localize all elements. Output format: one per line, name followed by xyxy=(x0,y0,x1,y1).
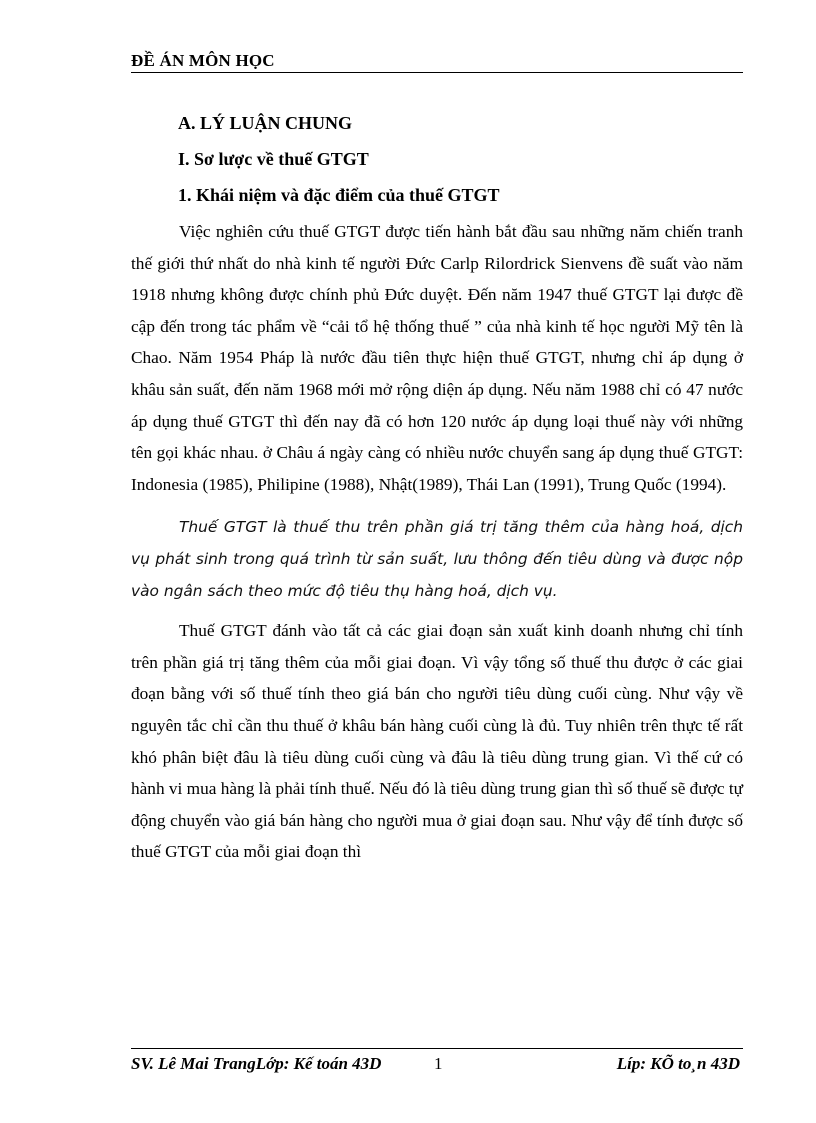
page-footer xyxy=(131,1048,743,1077)
page-header xyxy=(131,50,743,73)
document-body xyxy=(131,105,743,868)
header-title: ĐỀ ÁN MÔN HỌC xyxy=(131,51,275,70)
page-number: 1 xyxy=(434,1054,443,1073)
section-heading-i: I. Sơ lược về thuế GTGT xyxy=(178,149,369,169)
paragraph-definition: Thuế GTGT là thuế thu trên phần giá trị tăng thêm của hàng hoá, dịch vụ phát sinh trong quá trình từ sản suất, lưu thông đến tiêu dùng và được nộp vào ngân sách theo mức độ tiêu thụ hàng hoá, dịch vụ. xyxy=(131,518,743,600)
section-heading-1: 1. Khái niệm và đặc điểm của thuế GTGT xyxy=(178,185,500,205)
section-heading-a: A. LÝ LUẬN CHUNG xyxy=(178,113,353,133)
footer-class: Líp: KÕ to¸n 43D xyxy=(616,1054,740,1073)
paragraph-history: Việc nghiên cứu thuế GTGT được tiến hành bắt đầu sau những năm chiến tranh thế giới thứ nhất do nhà kinh tế người Đức Carlp Rilordrick Sienvens đề suất vào năm 1918 nhưng không được chính phủ Đức duyệt. Đến năm 1947 thuế GTGT lại được đề cập đến trong tác phẩm về “cải tổ hệ thống thuế ” của nhà kinh tế học người Mỹ tên là Chao. Năm 1954 Pháp là nước đầu tiên thực hiện thuế GTGT, nhưng chỉ áp dụng ở khâu sản suất, đến năm 1968 mới mở rộng diện áp dụng. Nếu năm 1988 chỉ có 47 nước áp dụng thuế GTGT thì đến nay đã có hơn 120 nước áp dụng loại thuế này với những tên gọi khác nhau. ở Châu á ngày càng có nhiều nước chuyển sang áp dụng thuế GTGT: Indonesia (1985), Philipine (1988), Nhật(1989), Thái Lan (1991), Trung Quốc (1994). xyxy=(131,222,743,494)
footer-author: SV. Lê Mai TrangLớp: Kế toán 43D xyxy=(131,1054,382,1073)
paragraph-characteristics: Thuế GTGT đánh vào tất cả các giai đoạn sản xuất kinh doanh nhưng chỉ tính trên phần giá trị tăng thêm của mỗi giai đoạn. Vì vậy tổng số thuế thu được ở các giai đoạn bằng với số thuế tính theo giá bán cho người tiêu dùng cuối cùng. Như vậy về nguyên tắc chỉ cần thu thuế ở khâu bán hàng cuối cùng là đủ. Tuy nhiên trên thực tế rất khó phân biệt đâu là tiêu dùng cuối cùng và đâu là tiêu dùng trung gian. Vì thế cứ có hành vi mua hàng là phải tính thuế. Nếu đó là tiêu dùng trung gian thì số thuế sẽ được tự động chuyển vào giá bán hàng cho người mua ở giai đoạn sau. Như vậy để tính được số thuế GTGT của mỗi giai đoạn thì xyxy=(131,621,743,862)
